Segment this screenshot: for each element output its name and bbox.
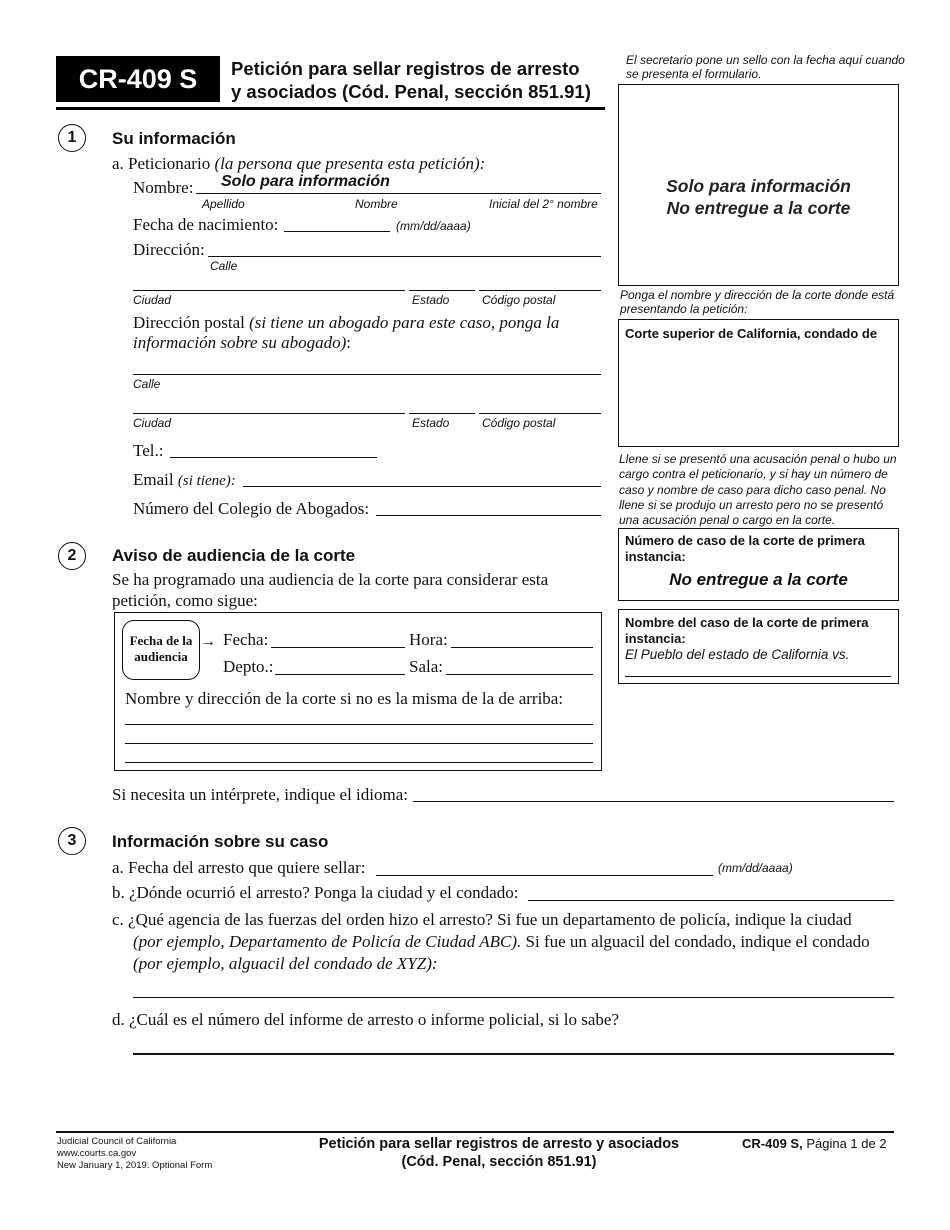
depto-label: Depto.: [223, 657, 274, 676]
bar-number-field[interactable] [376, 515, 601, 516]
address-city-field[interactable] [133, 290, 405, 291]
petitioner-label: a. Peticionario (la persona que presenta esta petición): [112, 154, 486, 173]
address-street-field[interactable] [208, 256, 601, 257]
report-number-label: d. ¿Cuál es el número del informe de arresto o informe policial, si lo sabe? [112, 1010, 620, 1029]
case-name-value: El Pueblo del estado de California vs. [625, 647, 850, 662]
section-2-title: Aviso de audiencia de la corte [112, 546, 356, 565]
court-name-heading: Corte superior de California, condado de [625, 326, 878, 341]
form-title [231, 57, 591, 103]
name-label: Nombre: [133, 178, 194, 197]
section-3-title: Información sobre su caso [112, 832, 329, 851]
form-title-line1: Petición para sellar registros de arresto [231, 58, 580, 79]
sala-label: Sala: [409, 657, 443, 676]
email-field[interactable] [243, 486, 601, 487]
name-field-value[interactable]: Solo para información [221, 173, 390, 190]
sub-inicial: Inicial del 2° nombre [489, 197, 598, 211]
footer-rule [56, 1131, 894, 1133]
stamp-line1: Solo para información [666, 176, 851, 196]
agency-question: c. ¿Qué agencia de las fuerzas del orden hizo el arresto? Si fue un departamento de policía, indique la ciudad (por ejemplo, Departamento de Policía de Ciudad ABC). Si fue un alguacil del condado, indique el condado (por ejemplo, alguacil del condado de XYZ): [112, 910, 870, 973]
section-3-number: 3 [58, 827, 86, 855]
interpreter-field[interactable] [413, 801, 894, 802]
name-field[interactable] [196, 193, 601, 194]
clerk-stamp-box [618, 84, 899, 286]
court-note: Ponga el nombre y dirección de la corte donde está presentando la petición: [620, 288, 895, 316]
agency-field[interactable] [133, 997, 894, 998]
address-label: Dirección: [133, 240, 205, 259]
dob-label: Fecha de nacimiento: [133, 215, 279, 234]
clerk-note: El secretario pone un sello con la fecha aquí cuando se presenta el formulario. [626, 53, 905, 81]
depto-field[interactable] [275, 674, 405, 675]
dob-field[interactable] [284, 231, 390, 232]
form-title-line2: y asociados (Cód. Penal, sección 851.91) [231, 81, 591, 102]
footer-page: CR-409 S, Página 1 de 2 [742, 1136, 887, 1151]
arrow-icon: → [200, 633, 216, 650]
address-state-field[interactable] [409, 290, 475, 291]
arrest-location-label: b. ¿Dónde ocurrió el arresto? Ponga la ciudad y el condado: [112, 883, 519, 902]
email-label: Email (si tiene): [133, 470, 236, 489]
report-number-field[interactable] [133, 1053, 894, 1055]
section-2-intro: Se ha programado una audiencia de la corte para considerar esta petición, como sigue: [112, 570, 549, 610]
form-id-badge: CR-409 S [56, 56, 220, 102]
arrest-date-hint: (mm/dd/aaaa) [718, 861, 793, 875]
hearing-box [114, 612, 602, 771]
sub-codigo: Código postal [482, 293, 556, 307]
sub-calle-2: Calle [133, 377, 161, 391]
case-number-heading: Número de caso de la corte de primera instancia: [625, 533, 865, 564]
court-address-line-2[interactable] [125, 743, 593, 744]
footer-org: Judicial Council of California [57, 1136, 177, 1147]
bar-number-label: Número del Colegio de Abogados: [133, 499, 370, 518]
hora-label: Hora: [409, 630, 448, 649]
section-1-number: 1 [58, 124, 86, 152]
sub-estado: Estado [412, 293, 450, 307]
section-1-title: Su información [112, 129, 236, 148]
footer-site[interactable]: www.courts.ca.gov [57, 1148, 137, 1159]
interpreter-label: Si necesita un intérprete, indique el idioma: [112, 785, 408, 804]
sub-apellido: Apellido [202, 197, 245, 211]
sub-nombre: Nombre [355, 197, 398, 211]
sub-estado-2: Estado [412, 416, 450, 430]
court-address-label: Nombre y dirección de la corte si no es la misma de la de arriba: [125, 689, 564, 708]
hearing-date-tag: Fecha de la audiencia [122, 620, 200, 680]
arrest-location-field[interactable] [528, 900, 894, 901]
court-name-box[interactable] [618, 319, 899, 447]
tel-field[interactable] [170, 457, 377, 458]
mailing-street-field[interactable] [133, 374, 601, 375]
arrest-date-label: a. Fecha del arresto que quiere sellar: [112, 858, 366, 877]
footer-title: Petición para sellar registros de arresto y asociados (Cód. Penal, sección 851.91) [318, 1136, 680, 1170]
case-note: Llene si se presentó una acusación penal o hubo un cargo contra el peticionario, y si hay un número de caso y nombre de caso para dicho caso penal. No llene si se produjo un arresto pero no se presentó una acusación penal o cargo en la corte. [619, 452, 897, 528]
hora-field[interactable] [451, 647, 593, 648]
sala-field[interactable] [446, 674, 593, 675]
footer-revision: New January 1, 2019. Optional Form [57, 1160, 213, 1171]
tel-label: Tel.: [133, 441, 164, 460]
header-rule [56, 107, 605, 110]
sub-ciudad: Ciudad [133, 293, 172, 307]
case-name-heading: Nombre del caso de la corte de primera instancia: [625, 615, 869, 646]
case-name-box[interactable] [618, 609, 899, 684]
fecha-label: Fecha: [223, 630, 269, 649]
court-address-line-3[interactable] [125, 762, 593, 763]
mailing-label: Dirección postal (si tiene un abogado para este caso, ponga la información sobre su abogado): [133, 313, 560, 352]
arrest-date-field[interactable] [376, 875, 713, 876]
case-number-box[interactable] [618, 528, 899, 601]
sub-calle: Calle [210, 259, 238, 273]
fecha-field[interactable] [271, 647, 405, 648]
case-number-value: No entregue a la corte [669, 570, 848, 589]
stamp-line2: No entregue a la corte [666, 198, 851, 218]
mailing-state-field[interactable] [409, 413, 475, 414]
address-zip-field[interactable] [479, 290, 601, 291]
mailing-zip-field[interactable] [479, 413, 601, 414]
footer-org-info [57, 1136, 212, 1172]
sub-ciudad-2: Ciudad [133, 416, 172, 430]
court-address-line-1[interactable] [125, 724, 593, 725]
dob-hint: (mm/dd/aaaa) [396, 219, 471, 233]
sub-codigo-2: Código postal [482, 416, 556, 430]
mailing-city-field[interactable] [133, 413, 405, 414]
section-2-number: 2 [58, 542, 86, 570]
